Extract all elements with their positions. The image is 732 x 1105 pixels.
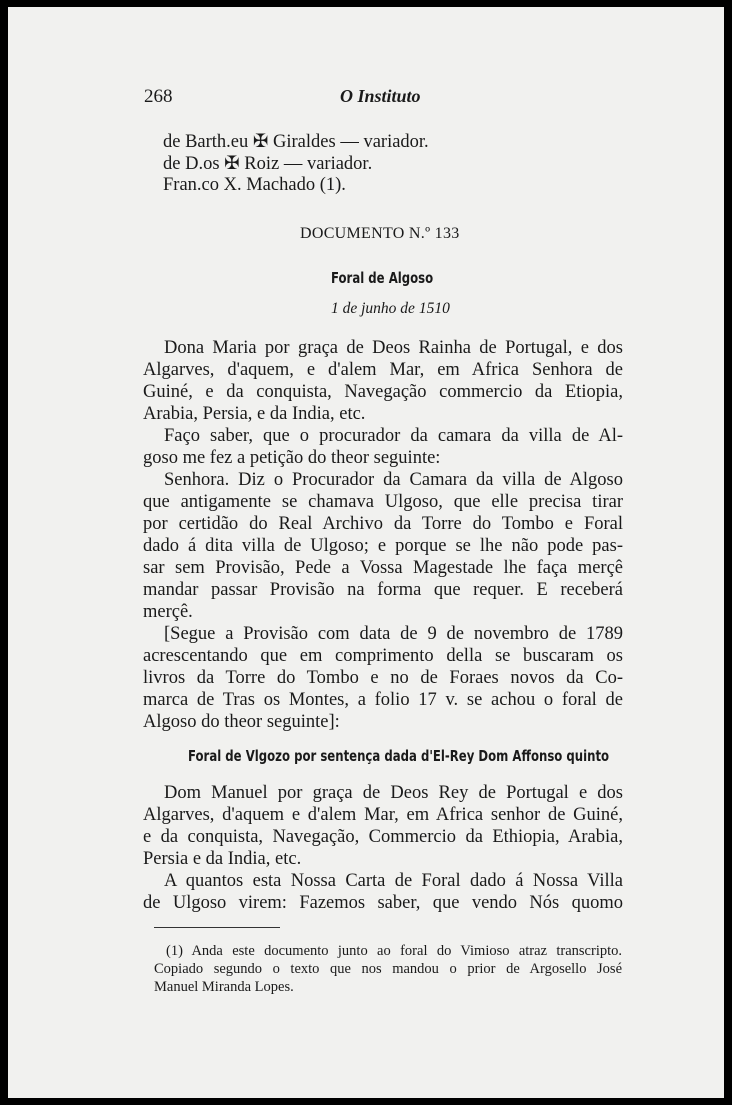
- text-line: Algarves, d'aquem e d'alem Mar, em Africa senhor de Guiné,: [143, 805, 623, 825]
- text-line: Senhora. Diz o Procurador da Camara da villa de Algoso: [164, 470, 623, 490]
- text-line: por certidão do Real Archivo da Torre do Tombo e Foral: [143, 514, 623, 534]
- text-line: Algoso do theor seguinte]:: [143, 712, 340, 732]
- text-line: que antigamente se chamava Ulgoso, que elle precisa tirar: [143, 492, 623, 512]
- text-line: merçê.: [143, 602, 193, 622]
- text-line: A quantos esta Nossa Carta de Foral dado á Nossa Villa: [164, 871, 623, 891]
- text-line: Dom Manuel por graça de Deos Rey de Portugal e dos: [164, 783, 623, 803]
- text-line: Arabia, Persia, e da India, etc.: [143, 404, 366, 424]
- signature-line: de Barth.eu ✠ Giraldes — variador.: [163, 132, 429, 152]
- text-line: sar sem Provisão, Pede a Vossa Magestade lhe faça merçê: [143, 558, 623, 578]
- text-line: Persia e da India, etc.: [143, 849, 302, 869]
- text-line: mandar passar Provisão na forma que requer. E receberá: [143, 580, 623, 600]
- text-line: de Ulgoso virem: Fazemos saber, que vendo Nós quomo: [143, 893, 623, 913]
- signature-line: Fran.co X. Machado (1).: [163, 175, 346, 195]
- running-title: O Instituto: [340, 86, 421, 106]
- text-line: e da conquista, Navegação, Commercio da Ethiopia, Arabia,: [143, 827, 623, 847]
- text-line: livros da Torre do Tombo e no de Foraes novos da Co-: [143, 668, 623, 688]
- text-line: Dona Maria por graça de Deos Rainha de Portugal, e dos: [164, 338, 623, 358]
- footnote-line: Manuel Miranda Lopes.: [154, 979, 294, 995]
- document-page: [8, 7, 724, 1098]
- footnote-line: (1) Anda este documento junto ao foral do Vimioso atraz transcripto.: [166, 943, 622, 959]
- section-title: Foral de Algoso: [331, 269, 434, 287]
- text-line: marca de Tras os Montes, a folio 17 v. se achou o foral de: [143, 690, 623, 710]
- text-line: Algarves, d'aquem, e d'alem Mar, em Africa Senhora de: [143, 360, 623, 380]
- text-line: Guiné, e da conquista, Navegação commercio da Etiopia,: [143, 382, 623, 402]
- footnote-line: Copiado segundo o texto que nos mandou o prior de Argosello José: [154, 961, 622, 977]
- footnote-divider: [154, 927, 280, 928]
- document-label: DOCUMENTO N.º 133: [300, 225, 460, 242]
- text-line: Faço saber, que o procurador da camara da villa de Al-: [164, 426, 623, 446]
- text-line: [Segue a Provisão com data de 9 de novembro de 1789: [164, 624, 623, 644]
- text-line: acrescentando que em comprimento della se buscaram os: [143, 646, 623, 666]
- page-number: 268: [144, 86, 173, 107]
- document-date: 1 de junho de 1510: [331, 300, 450, 317]
- text-line: goso me fez a petição do theor seguinte:: [143, 448, 441, 468]
- text-line: dado á dita villa de Ulgoso; e porque se lhe não pode pas-: [143, 536, 623, 556]
- section-title: Foral de Vlgozo por sentença dada d'El-Rey Dom Affonso quinto: [188, 747, 610, 765]
- signature-line: de D.os ✠ Roiz — variador.: [163, 154, 373, 174]
